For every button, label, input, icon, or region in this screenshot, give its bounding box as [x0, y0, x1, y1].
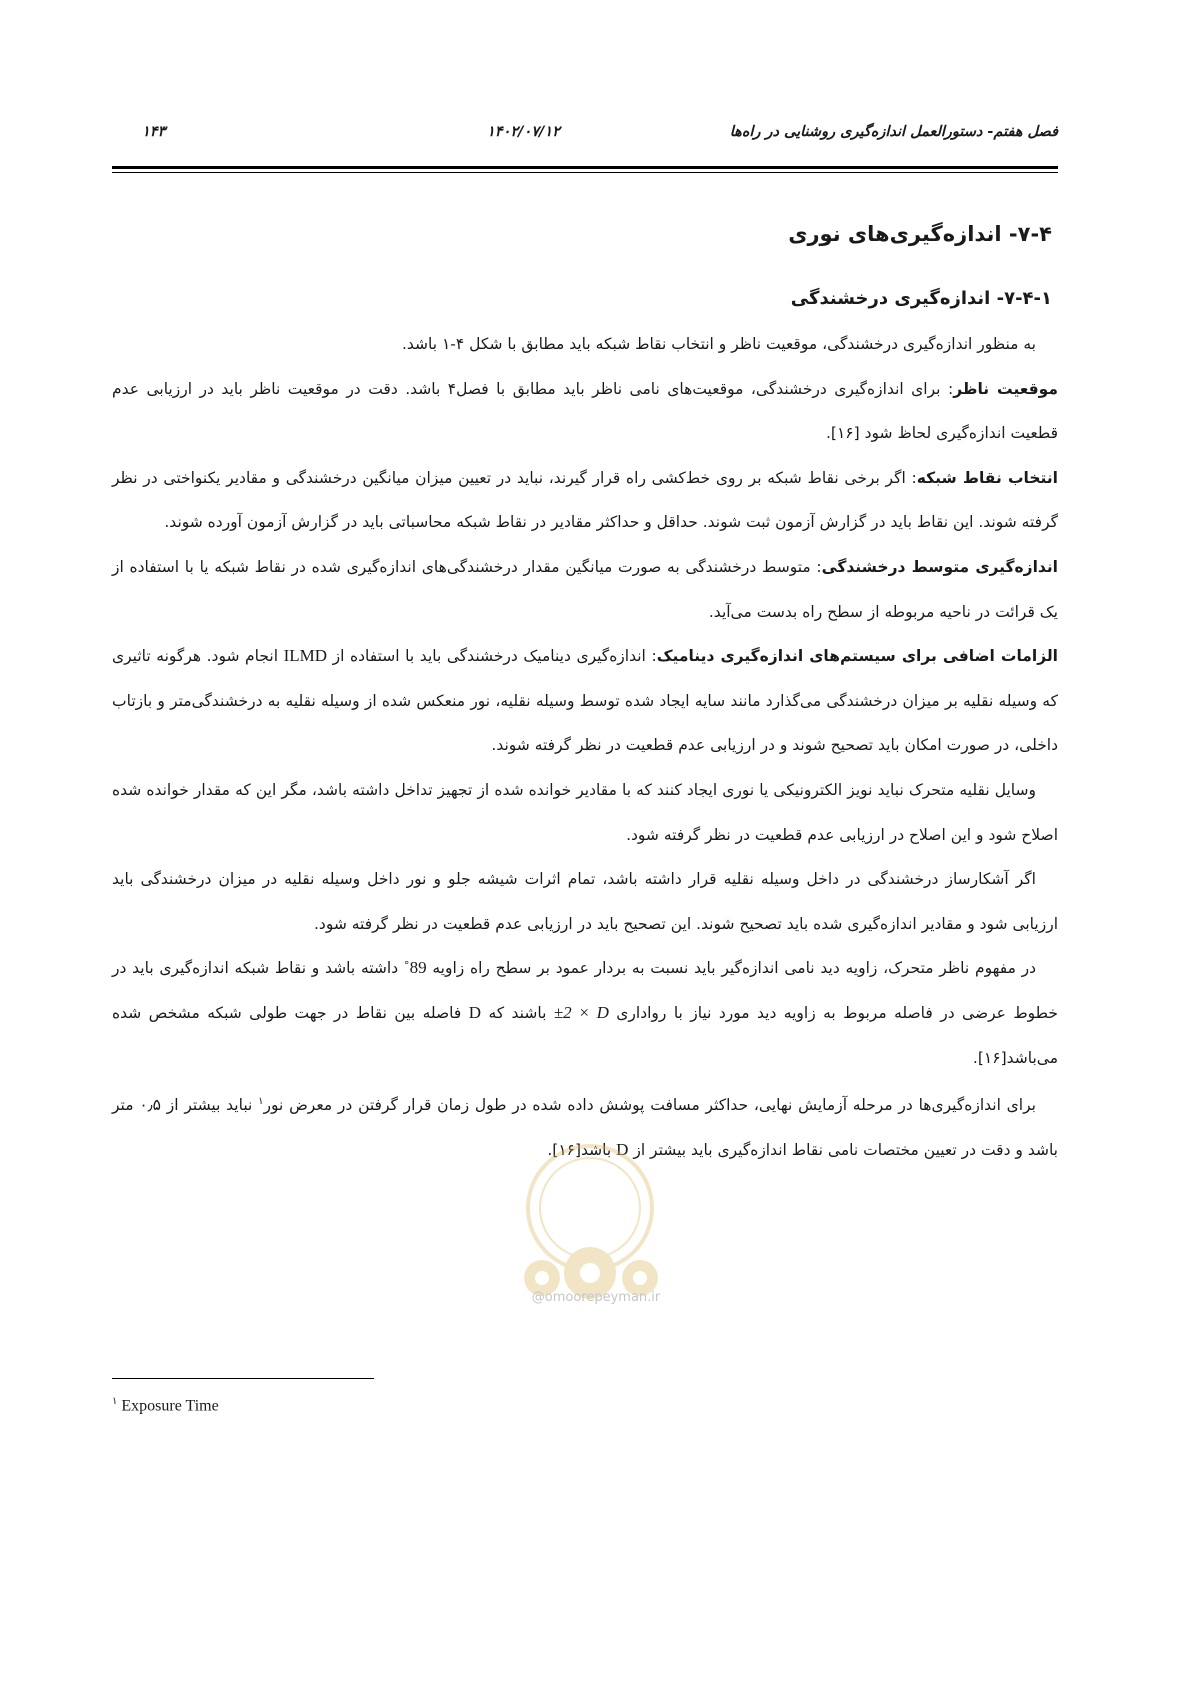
- watermark-text: @omoorepeyman.ir: [531, 1290, 661, 1305]
- paragraph-text: باشد[۱۶].: [547, 1140, 612, 1159]
- footnote: [112, 1396, 219, 1415]
- paragraph: [112, 1080, 1058, 1172]
- paragraph-text: برای اندازه‌گیری‌ها در مرحله آزمایش نهایی، حداکثر مسافت پوشش داده شده در طول زمان قرار گرفتن در معرض نور: [263, 1096, 1036, 1115]
- paragraph-text: : اندازه‌گیری دینامیک درخشندگی باید با استفاده از: [332, 647, 657, 666]
- paragraph: [112, 456, 1058, 545]
- paragraph: [112, 322, 1058, 367]
- paragraph-text: : متوسط درخشندگی به صورت میانگین مقدار درخشندگی‌های اندازه‌گیری شده در نقاط شبکه یا با استفاده از یک قرائت در ناحیه مربوطه از سطح راه بدست می‌آید.: [112, 557, 1058, 621]
- term-label: اندازه‌گیری متوسط درخشندگی: [821, 557, 1058, 576]
- header-date: ۱۴۰۲/۰۷/۱۲: [487, 124, 560, 140]
- latin-term: ILMD: [283, 646, 328, 666]
- section-heading: ۷-۴- اندازه‌گیری‌های نوری: [788, 222, 1052, 246]
- header-rule-thin: [112, 172, 1058, 173]
- latin-term: D: [616, 1139, 629, 1159]
- tolerance-formula: ±2 × D: [553, 1002, 609, 1022]
- header-rule-thick: [112, 166, 1058, 169]
- page-header: [112, 124, 1058, 146]
- paragraph: [112, 768, 1058, 857]
- paragraph-text: به منظور اندازه‌گیری درخشندگی، موقعیت ناظر و انتخاب نقاط شبکه باید مطابق با شکل ۴-۱ باشد.: [401, 335, 1036, 353]
- term-label: موقعیت ناظر: [953, 379, 1058, 398]
- footnote-text: Exposure Time: [121, 1397, 219, 1415]
- paragraph: [112, 857, 1058, 946]
- paragraph: [112, 367, 1058, 456]
- paragraph: [112, 545, 1058, 634]
- footnote-ref: ۱: [258, 1096, 264, 1108]
- paragraph-text: نباید بیشتر از ۰٫۵ متر باشد و دقت در تعیین مختصات نامی نقاط اندازه‌گیری باید بیشتر از: [112, 1096, 1058, 1159]
- paragraph-text: اگر آشکارساز درخشندگی در داخل وسیله نقلیه قرار داشته باشد، تمام اثرات شیشه جلو و نور داخل وسیله نقلیه در میزان درخشندگی باید ارزیابی شود و مقادیر اندازه‌گیری شده باید تصحیح شوند. این تصحیح باید در ارزیابی عدم قطعیت در نظر گرفته شود.: [112, 870, 1058, 933]
- paragraph-text: فاصله بین نقاط در جهت طولی شبکه مشخص شده می‌باشد[۱۶].: [112, 1003, 1058, 1067]
- angle-value: 89˚: [403, 958, 427, 978]
- chapter-title: فصل هفتم- دستورالعمل اندازه‌گیری روشنایی در راه‌ها: [729, 124, 1058, 140]
- paragraph-text: انجام شود. هرگونه تاثیری که وسیله نقلیه بر میزان درخشندگی می‌گذارد مانند سایه ایجاد شده توسط وسیله نقلیه، نور منعکس شده از وسیله نقلیه به درخشندگی‌متر و بازتاب داخلی، در صورت امکان باید تصحیح شوند و در ارزیابی عدم قطعیت در نظر گرفته شوند.: [112, 647, 1058, 755]
- paragraph-text: داشته باشد و نقاط شبکه اندازه‌گیری باید در خطوط عرضی در فاصله مربوط به زاویه دید مورد نیاز با رواداری: [112, 959, 1058, 1022]
- paragraph-text: باشند که: [488, 1003, 547, 1022]
- footnote-marker: ۱: [112, 1396, 118, 1407]
- term-label: انتخاب نقاط شبکه: [916, 468, 1058, 487]
- paragraph: [112, 946, 1058, 1080]
- page-number: ۱۴۳: [142, 124, 166, 140]
- footnote-rule: [112, 1378, 374, 1379]
- paragraph: [112, 634, 1058, 768]
- paragraph-text: در مفهوم ناظر متحرک، زاویه دید نامی اندازه‌گیر باید نسبت به بردار عمود بر سطح راه زاویه: [432, 959, 1037, 978]
- latin-term: D: [468, 1002, 482, 1022]
- paragraph-text: : اگر برخی نقاط شبکه بر روی خط‌کشی راه قرار گیرند، نباید در تعیین میزان میانگین درخشندگی و مقادیر یکنواختی در نظر گرفته شوند. این نقاط باید در گزارش آزمون ثبت شوند. حداقل و حداکثر مقادیر در نقاط شبکه محاسباتی باید در گزارش آزمون آورده شوند.: [112, 468, 1058, 532]
- subsection-heading: ۷-۴-۱- اندازه‌گیری درخشندگی: [790, 288, 1052, 309]
- term-label: الزامات اضافی برای سیستم‌های اندازه‌گیری دینامیک: [656, 647, 1058, 666]
- page-body: [112, 206, 1058, 1172]
- paragraph-text: وسایل نقلیه متحرک نباید نویز الکترونیکی یا نوری ایجاد کنند که با مقادیر خوانده شده از تجهیز تداخل داشته باشد، مگر این که مقدار خوانده شده اصلاح شود و این اصلاح در ارزیابی عدم قطعیت در نظر گرفته شود.: [112, 780, 1058, 844]
- paragraph-text: : برای اندازه‌گیری درخشندگی، موقعیت‌های نامی ناظر باید مطابق با فصل۴ باشد. دقت در موقعیت ناظر باید در ارزیابی عدم قطعیت اندازه‌گیری لحاظ شود [۱۶].: [112, 379, 1058, 443]
